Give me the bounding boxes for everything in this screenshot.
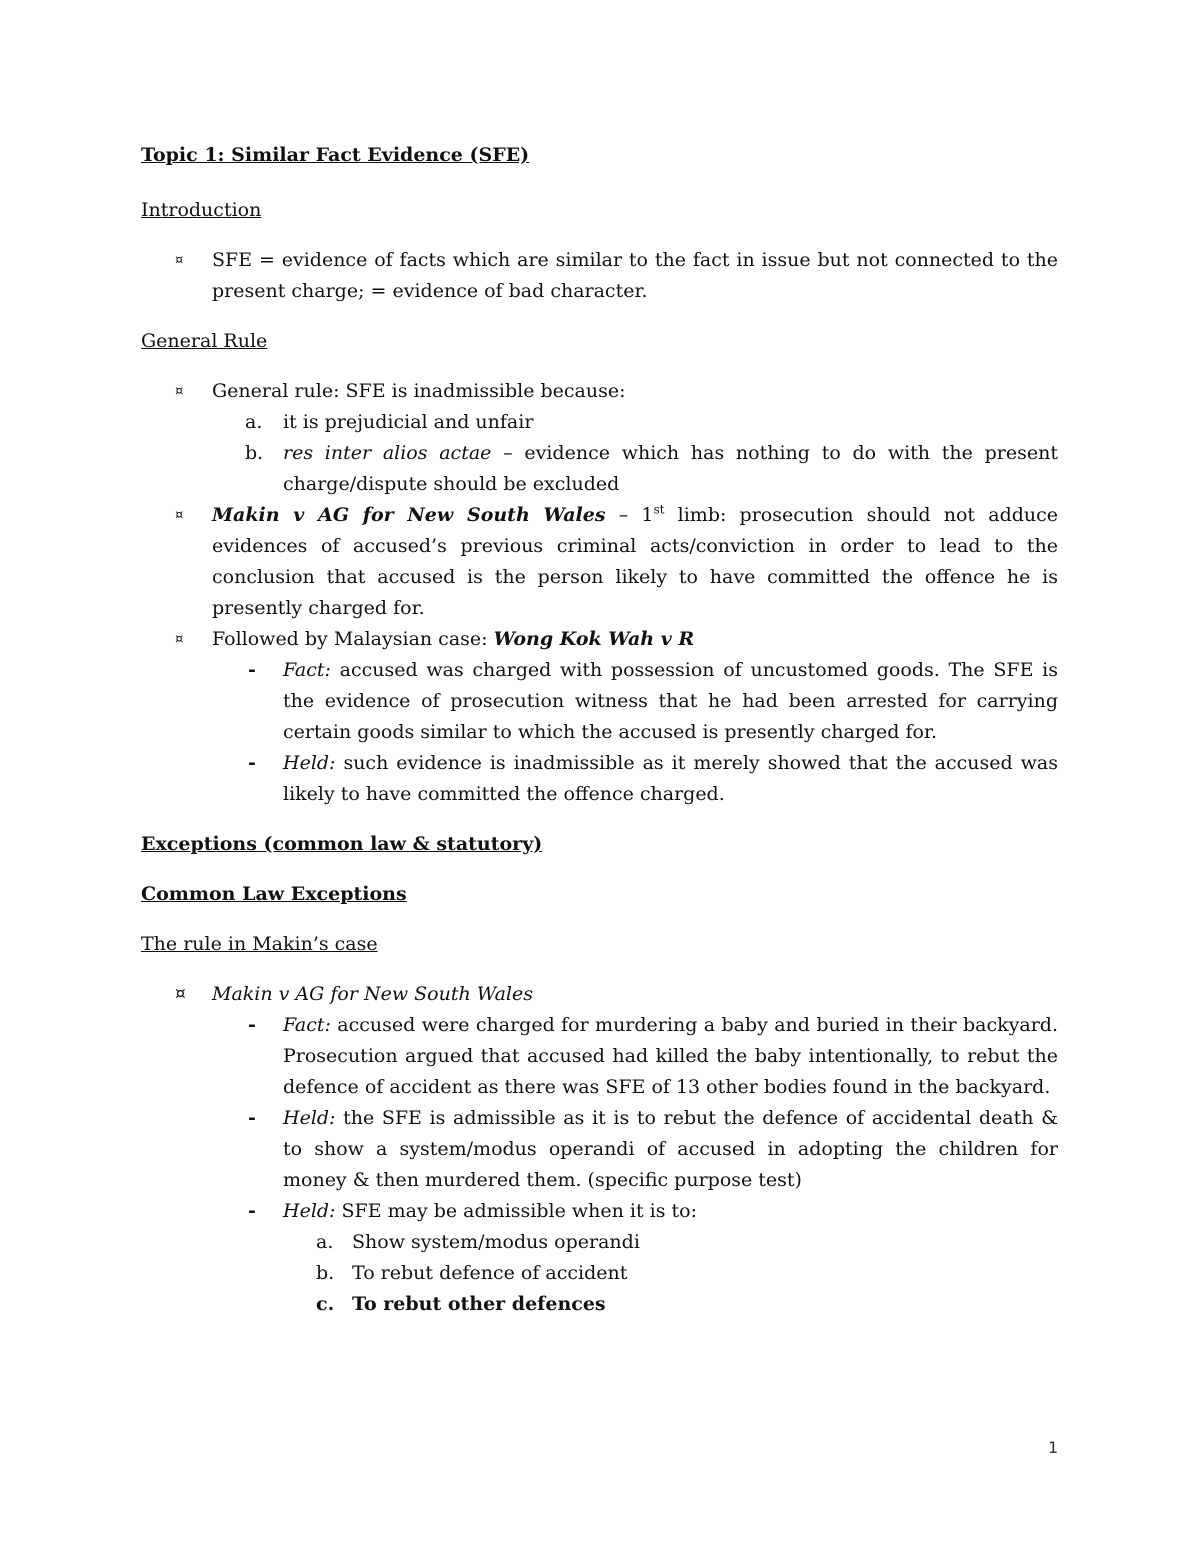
square-bullet-icon: ¤ [175,384,184,399]
item-text: such evidence is inadmissible as it merely showed that the accused was likely to have committed the offence charged. [283,752,1058,805]
section-heading-introduction: Introduction [141,199,262,221]
list-item [141,624,1058,655]
item-label: Held: [283,1200,336,1222]
lettered-item [141,1227,1058,1258]
section-heading-exceptions: Exceptions (common law & statutory) [141,833,543,855]
page-title: Topic 1: Similar Fact Evidence (SFE) [141,144,530,166]
square-bullet-icon: ¤ [175,632,184,647]
item-label: Held: [283,752,336,774]
lettered-item [141,1258,1058,1289]
item-text: accused were charged for murdering a baby and buried in their backyard. Prosecution argued that accused had killed the baby intentionally, to rebut the defence of accident as there was SFE of 13 other bodies found in the backyard. [283,1014,1058,1098]
item-text: it is prejudicial and unfair [283,411,534,433]
item-marker: a. [316,1231,334,1253]
lettered-item [141,407,1058,438]
list-item-text: SFE = evidence of facts which are similar to the fact in issue but not connected to the present charge; = evidence of bad character. [212,249,1058,302]
dash-bullet-icon: - [248,1014,256,1036]
item-text: Show system/modus operandi [352,1231,640,1253]
list-item-text: Followed by Malaysian case: [212,628,494,650]
dash-item [141,1010,1058,1103]
dash-bullet-icon: - [248,752,256,774]
dash-item [141,1103,1058,1196]
lettered-item [141,438,1058,500]
document-body [141,140,1058,1320]
list-item [141,245,1058,307]
dash-bullet-icon: - [248,659,256,681]
list-item [141,500,1058,624]
dash-item [141,1196,1058,1227]
item-label: Fact: [283,1014,331,1036]
item-text: – evidence which has nothing to do with the present charge/dispute should be excluded [283,442,1058,495]
dash-item [141,748,1058,810]
item-marker: b. [316,1262,335,1284]
list-item-text: limb: prosecution should not adduce evidences of accused’s previous criminal acts/conviction in order to lead to the conclusion that accused is the person likely to have committed the offence he is presently charged for. [212,504,1059,619]
section-heading-common-law [141,879,1058,910]
item-marker: a. [245,411,263,433]
list-item [141,979,1058,1010]
square-bullet-icon: ¤ [175,253,184,268]
ordinal-suffix: st [653,502,665,517]
item-label: Fact: [283,659,331,681]
square-bullet-icon: ¤ [175,508,184,523]
item-text: SFE may be admissible when it is to: [335,1200,697,1222]
list-item-text: General rule: SFE is inadmissible because: [212,380,626,402]
heading-text: Common Law Exceptions [141,883,407,905]
item-label: Held: [283,1107,336,1129]
case-name: Makin v AG for New South Wales [212,983,534,1005]
item-text: To rebut other defences [352,1293,606,1315]
lettered-item [141,1289,1058,1320]
item-marker: c. [316,1293,335,1315]
item-text: accused was charged with possession of uncustomed goods. The SFE is the evidence of prosecution witness that he had been arrested for carrying certain goods similar to which the accused is presently charged for. [283,659,1058,743]
section-heading-general-rule [141,326,1058,357]
case-name: Wong Kok Wah v R [493,628,695,650]
dash-bullet-icon: - [248,1200,256,1222]
item-text: To rebut defence of accident [352,1262,628,1284]
item-text: the SFE is admissible as it is to rebut the defence of accidental death & to show a system/modus operandi of accused in adopting the children for money & then murdered them. (specific purpose test) [283,1107,1058,1191]
list-item [141,376,1058,407]
square-bullet-icon: ¤ [175,984,186,1004]
dash-item [141,655,1058,748]
list-item-text: – 1 [605,504,654,526]
case-name: Makin v AG for New South Wales [212,504,606,526]
heading-text: General Rule [141,330,268,352]
subheading-makin-rule: The rule in Makin’s case [141,933,378,955]
dash-bullet-icon: - [248,1107,256,1129]
item-marker: b. [245,442,264,464]
page-number: 1 [1048,1438,1059,1457]
latin-phrase: res inter alios actae [283,442,492,464]
